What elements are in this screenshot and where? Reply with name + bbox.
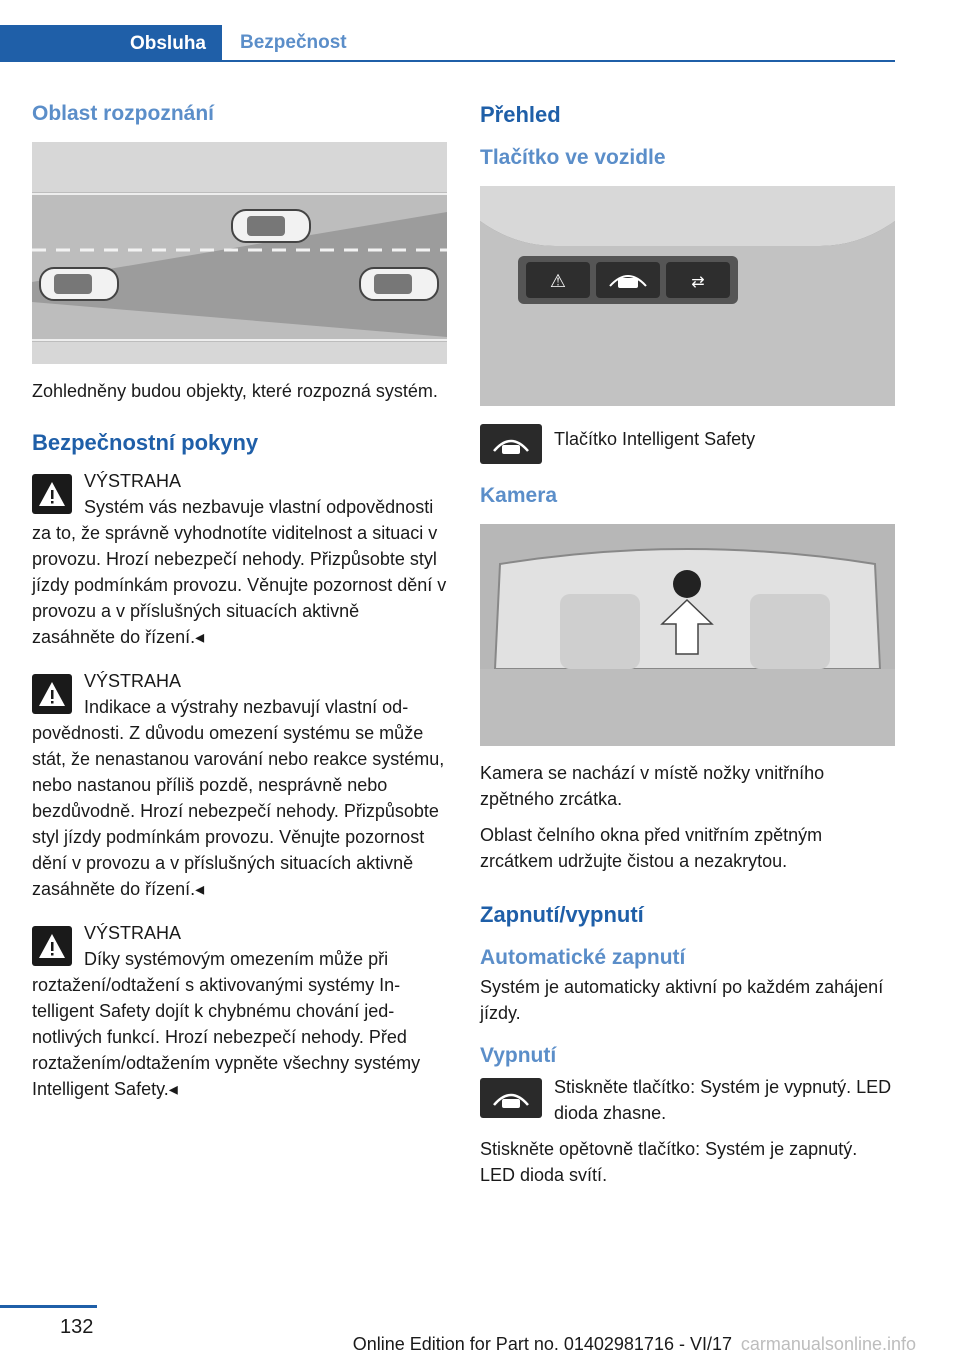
off-text: Stiskněte tlačítko: Systém je vypnutý. LED dioda zhasne. xyxy=(554,1077,892,1123)
road-diagram xyxy=(32,142,447,364)
warning-block-3 xyxy=(32,920,447,1102)
warning-text: Indikace a výstrahy nezbavují vlastní odpovědnosti. Z důvodu omezení systému se může stát, že nenastanou varování nebo reakce systému, nebo nastanou příliš pozdě, nesprávně nebo bezdůvodně. Hrozí nebezpečí nehody. Přizpůsobte styl jízdy podmínkám provozu. Věnujte pozornost dění v provozu a v příslušných situacích aktivně zasáhněte do řízení.◂ xyxy=(32,697,445,899)
warning-title: VÝSTRAHA xyxy=(84,471,182,491)
auto-on-text: Systém je automaticky aktivní po každém zahájení jízdy. xyxy=(480,977,884,1023)
section-title-camera: Kamera xyxy=(480,484,558,507)
warning-triangle-icon xyxy=(32,474,72,514)
intelligent-safety-button-icon xyxy=(480,424,542,464)
warning-text: Díky systémovým omezením může při roztažení/odtažení s aktivovanými systémy Intelligent Safety dojít k chybnému chování jednotlivých funkcí. Hrozí nebezpečí nehody. Před roztažením/odtažením vypněte všechny systémy Intelligent Safety.◂ xyxy=(32,949,421,1099)
left-column xyxy=(32,100,447,1116)
section-title-onoff: Zapnutí/vypnutí xyxy=(480,902,644,927)
section-title-detection-area: Oblast rozpoznání xyxy=(32,102,215,125)
camera-photo xyxy=(480,524,895,746)
vehicle-button-figure xyxy=(480,186,895,406)
warning-text: Systém vás nezbavuje vlastní odpovědnosti za to, že správně vyhodnotíte viditelnost a situaci v provozu. Hrozí nebezpečí nehody. Přizpůsobte styl jízdy podmínkám provozu. Věnujte pozornost dění v provozu a v příslušných situacích aktivně zasáhněte do řízení.◂ xyxy=(32,497,447,647)
warning-title: VÝSTRAHA xyxy=(84,923,182,943)
detection-area-figure xyxy=(32,142,447,364)
car-right xyxy=(360,268,438,300)
camera-text-1: Kamera se nachází v místě nožky vnitřního zpětného zrcátka. xyxy=(480,763,825,809)
camera-figure xyxy=(480,524,895,746)
intelligent-safety-button-icon xyxy=(480,1078,542,1118)
warning-triangle-icon xyxy=(32,674,72,714)
console-button-right xyxy=(666,262,730,298)
console-button-intelligent-safety xyxy=(596,262,660,298)
svg-text:⚠: ⚠ xyxy=(549,271,567,292)
car-front xyxy=(232,210,310,242)
button-caption-row xyxy=(480,420,895,468)
svg-text:⇄: ⇄ xyxy=(691,272,705,291)
footer-rule xyxy=(0,1305,97,1308)
section-title-button: Tlačítko ve vozidle xyxy=(480,146,666,169)
watermark: carmanualsonline.info xyxy=(740,1334,916,1354)
console-button-left xyxy=(526,262,590,298)
tab-bezpecnost[interactable]: Bezpečnost xyxy=(240,32,347,53)
detection-caption: Zohledněny budou objekty, které rozpozná systém. xyxy=(32,381,438,401)
console-photo xyxy=(480,186,895,406)
page-number: 132 xyxy=(60,1316,94,1338)
off-text-2: Stiskněte opětovně tlačítko: Systém je zapnutý. LED dioda svítí. xyxy=(480,1139,858,1185)
section-title-off: Vypnutí xyxy=(480,1044,557,1067)
section-title-overview: Přehled xyxy=(480,102,561,127)
section-title-safety: Bezpečnostní pokyny xyxy=(32,430,259,455)
button-caption: Tlačítko Intelligent Safety xyxy=(554,429,756,449)
section-title-auto-on: Automatické zapnutí xyxy=(480,946,686,969)
warning-title: VÝSTRAHA xyxy=(84,671,182,691)
tab-obsluha[interactable]: Obsluha xyxy=(0,25,222,62)
warning-block-1 xyxy=(32,468,447,650)
chapter-tabs xyxy=(0,25,895,62)
edition-note: Online Edition for Part no. 01402981716 - VI/17 xyxy=(352,1334,732,1354)
camera-text-2: Oblast čelního okna před vnitřním zpětným zrcátkem udržujte čistou a nezakrytou. xyxy=(480,825,823,871)
car-left xyxy=(40,268,118,300)
header-rule xyxy=(0,60,895,62)
right-column xyxy=(480,100,895,1198)
warning-triangle-icon xyxy=(32,926,72,966)
warning-block-2 xyxy=(32,668,447,902)
off-row xyxy=(480,1074,895,1136)
